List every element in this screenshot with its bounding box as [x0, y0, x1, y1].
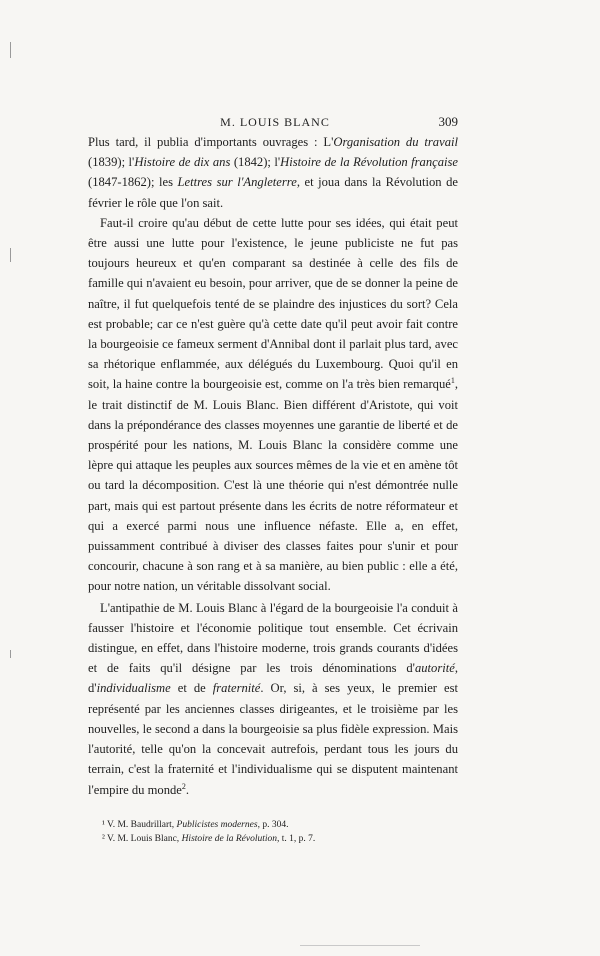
paragraph-3 — [88, 598, 458, 800]
footnote-ref: 2 — [181, 781, 186, 791]
text-run: Faut-il croire qu'au début de cette lutte pour ses idées, qui était peut être aussi une lutte pour l'existence, le jeune publiciste ne fut pas toujours heureux et qu'en comparant sa destinée à celle des fils de famille qui n'avaient eu besoin, pour arriver, que de se donner la peine de naître, il fut quelquefois tenté de se plaindre des injustices du sort? Cela est probable; car ce n'est guère qu'à cette date qu'il peut avoir fait contre la bourgeoisie ce fameux serment d'Annibal dont il parlait plus tard, avec sa rhétorique enflammée, aux délégués du Luxembourg. Quoi qu'il en soit, la haine contre la bourgeoisie est, comme on l'a très bien remarqué — [88, 215, 458, 392]
bottom-edge-mark — [300, 945, 420, 946]
italic-run: Histoire de la Révolution — [181, 833, 277, 844]
footnote-ref: 1 — [450, 376, 455, 386]
running-title: M. LOUIS BLANC — [220, 115, 330, 129]
italic-run: Histoire de dix ans — [134, 155, 231, 170]
italic-run: Histoire de la Révolution française — [280, 155, 459, 170]
text-run: ² V. M. Louis Blanc, — [102, 833, 182, 844]
text-run: , t. 1, p. 7. — [277, 833, 316, 844]
italic-run: Publicistes modernes — [176, 819, 258, 830]
text-run: . — [185, 782, 190, 797]
text-run: . Or, si, à ses yeux, le premier est représenté par les anciennes classes dirigeantes, et le troisième par les nouvelles, le second a dans la bourgeoisie sa plus fidèle expression. Mais l'autorité, telle qu'on la concevait autrefois, perdant tous les jours du terrain, c'est la fraternité et l'individualisme qui se disputent maintenant l'empire du monde — [88, 681, 459, 797]
text-run: , d' — [88, 661, 458, 696]
text-run: Plus tard, il publia d'importants ouvrages : L' — [88, 135, 334, 149]
italic-run: Organisation du travail — [333, 135, 458, 149]
running-header — [88, 114, 458, 132]
italic-run: autorité — [414, 661, 455, 676]
text-run: L'antipathie de M. Louis Blanc à l'égard de la bourgeoisie l'a conduit à fausser l'histoire et l'économie politique tout ensemble. Cet écrivain distingue, en effet, dans l'histoire moderne, trois grands courants d'idées et de faits qu'il désigne par les trois dénominations d' — [88, 600, 458, 676]
text-run: , le trait distinctif de M. Louis Blanc. Bien différent d'Aristote, qui voit dans la prépondérance des classes moyennes une garantie de liberté et de prospérité pour les nations, M. Louis Blanc la considère comme une lèpre qui attaque les peuples aux sources mêmes de la vie et en amène tôt ou tard la décomposition. C'est là une théorie qui n'est démontrée nulle part, mais qui est partout présente dans les écrits de notre réformateur et qui a exercé parmi nous une influence néfaste. Elle a, en effet, puissamment contribué à diviser des classes faites pour s'unir et pour concourir, chacune à son rang et à sa manière, au bien public : elle a été, pour notre nation, un véritable dissolvant social. — [88, 377, 458, 594]
italic-run: individualisme — [96, 681, 171, 696]
body-text — [88, 132, 458, 800]
text-run: (1839); l' — [88, 155, 135, 170]
italic-run: Lettres sur l'Angleterre — [177, 175, 297, 190]
text-run: et de — [170, 681, 213, 696]
italic-run: fraternité — [212, 681, 261, 696]
book-page — [88, 114, 458, 846]
footnotes — [88, 818, 458, 846]
text-run: (1842); l' — [230, 155, 281, 170]
text-run: , et joua dans la Révolution de février le rôle que l'on sait. — [88, 175, 458, 210]
footnote-2 — [102, 832, 458, 846]
page-number: 309 — [438, 114, 458, 129]
text-run: (1847-1862); les — [88, 175, 178, 190]
margin-mark-lower — [10, 650, 11, 658]
text-run: ¹ V. M. Baudrillart, — [102, 819, 177, 830]
margin-mark-top — [10, 42, 11, 58]
text-run: , p. 304. — [257, 819, 289, 830]
paragraph-2 — [88, 213, 458, 597]
footnote-1 — [102, 818, 458, 832]
margin-mark-middle — [10, 248, 11, 262]
paragraph-1 — [88, 132, 458, 213]
